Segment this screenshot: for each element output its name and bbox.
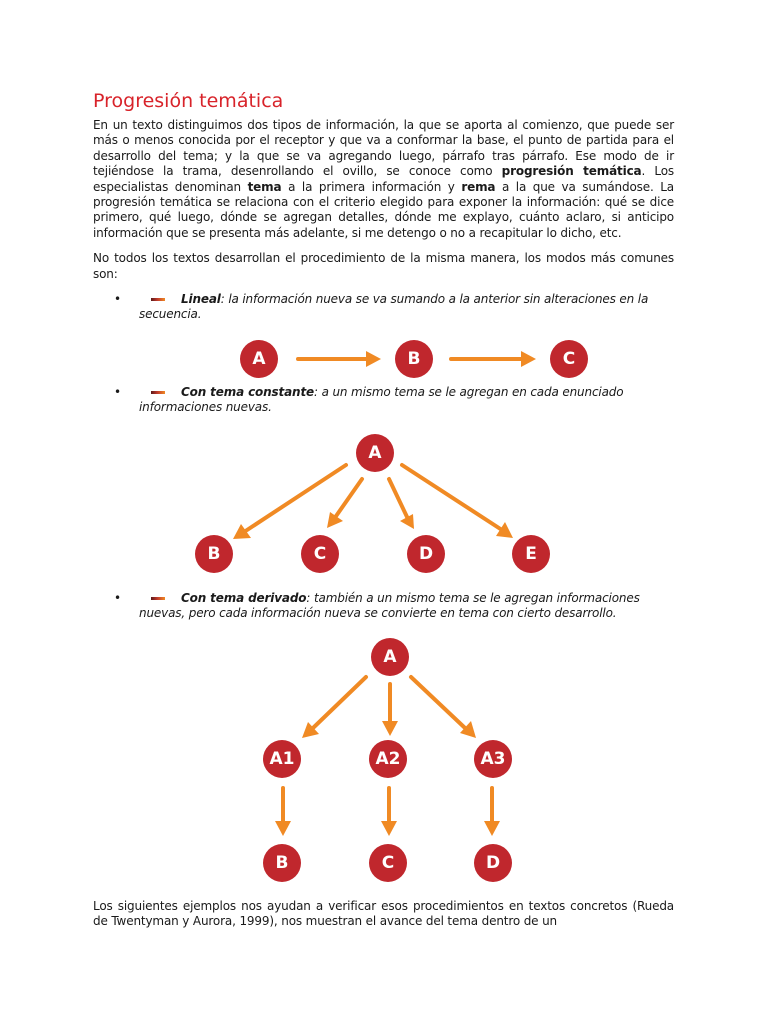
term-tema: tema — [247, 179, 282, 194]
node-label: C — [381, 853, 395, 873]
node-c — [369, 844, 407, 882]
intro-text: a la primera información y — [281, 179, 462, 194]
bullet-description: : a un mismo tema se le agregan en cada enunciado informaciones nuevas. — [139, 385, 624, 415]
bullet-text — [139, 292, 648, 321]
node-label: D — [418, 544, 434, 564]
arrow-a-a2 — [382, 684, 398, 736]
node-label: A — [368, 443, 382, 463]
node-label: E — [525, 544, 537, 564]
section-constant — [93, 385, 674, 416]
bullet-dot: • — [114, 385, 121, 399]
document-page — [93, 88, 674, 323]
bullet-term: Con tema constante — [181, 385, 315, 399]
diagram-derived — [0, 636, 768, 886]
arrow-a-b — [298, 351, 381, 367]
node-label: A3 — [480, 749, 506, 769]
modes-paragraph: No todos los textos desarrollan el procedimiento de la misma manera, los modos más comunes son: — [93, 251, 674, 281]
bullet-dot: • — [114, 591, 121, 605]
bullet-description: : también a un mismo tema se le agregan informaciones nuevas, pero cada información nueva se convierte en tema con cierto desarrollo. — [139, 591, 640, 621]
bullet-term: Con tema derivado — [181, 591, 307, 605]
node-label: B — [407, 349, 421, 369]
bullet-text — [139, 591, 640, 620]
node-a3 — [474, 740, 512, 778]
section-derived — [93, 591, 674, 622]
intro-text: a la que va sumándose. La progresión temática se relaciona con el criterio elegido para exponer la información: qué se dice primero, qué luego, dónde se agregan detalles, dónde me explayo, cuánto aclaro, si anticipo información que se presenta más adelante, si me detengo o no a recapitular lo dicho, etc. — [93, 179, 675, 240]
node-e — [512, 535, 550, 573]
arrow-a-d — [389, 479, 414, 529]
bullet-derivado — [93, 591, 674, 622]
bullet-description: : la información nueva se va sumando a la anterior sin alteraciones en la secuencia. — [139, 292, 649, 322]
bullet-text — [139, 385, 623, 414]
bullet-marker-icon — [151, 298, 165, 301]
section-closing — [93, 899, 674, 930]
node-d — [407, 535, 445, 573]
node-a2 — [369, 740, 407, 778]
node-label: C — [313, 544, 327, 564]
arrow-a-b — [233, 465, 346, 539]
node-label: B — [275, 853, 289, 873]
node-a — [240, 340, 278, 378]
node-b — [195, 535, 233, 573]
term-progresion: progresión temática — [501, 164, 642, 179]
bullet-term: Lineal — [181, 292, 221, 307]
node-label: D — [485, 853, 501, 873]
bullet-dot: • — [114, 292, 121, 307]
node-a — [356, 434, 394, 472]
arrow-a-c — [327, 479, 362, 528]
bullet-marker-icon — [151, 391, 165, 394]
diagram-linear — [0, 338, 768, 380]
node-b — [263, 844, 301, 882]
bullet-marker-icon — [151, 597, 165, 600]
node-label: B — [207, 544, 221, 564]
arrow-b-c — [451, 351, 536, 367]
node-a1 — [263, 740, 301, 778]
node-c — [301, 535, 339, 573]
arrow-a-a1 — [302, 677, 366, 738]
arrow-a-e — [402, 465, 513, 538]
arrow-a3-d — [484, 788, 500, 836]
page-title: Progresión temática — [93, 90, 284, 112]
node-label: A — [252, 349, 266, 369]
node-c — [550, 340, 588, 378]
node-label: A2 — [375, 749, 401, 769]
intro-paragraph — [93, 118, 674, 241]
arrow-a1-b — [275, 788, 291, 836]
bullet-lineal — [93, 292, 674, 323]
node-a — [371, 638, 409, 676]
closing-paragraph: Los siguientes ejemplos nos ayudan a verificar esos procedimientos en textos concretos (Rueda de Twentyman y Aurora, 1999), nos muestran el avance del tema dentro de un — [93, 899, 674, 929]
node-label: A1 — [269, 749, 295, 769]
arrow-a2-c — [381, 788, 397, 836]
node-label: A — [383, 647, 397, 667]
diagram-constant — [0, 432, 768, 577]
arrow-a-a3 — [411, 677, 476, 738]
node-d — [474, 844, 512, 882]
node-b — [395, 340, 433, 378]
node-label: C — [562, 349, 576, 369]
bullet-constante — [93, 385, 674, 416]
intro-text: En un texto distinguimos dos tipos de información, la que se aporta al comienzo, que puede ser más o menos conocida por el receptor y que va a conformar la base, el punto de partida para el desarrollo del tema; y la que se va agregando luego, párrafo tras párrafo. Ese modo de ir tejiéndose la trama, desenrollando el ovillo, se conoce como — [93, 118, 674, 179]
term-rema: rema — [461, 179, 496, 194]
intro-text: . Los especialistas denominan — [93, 164, 674, 194]
